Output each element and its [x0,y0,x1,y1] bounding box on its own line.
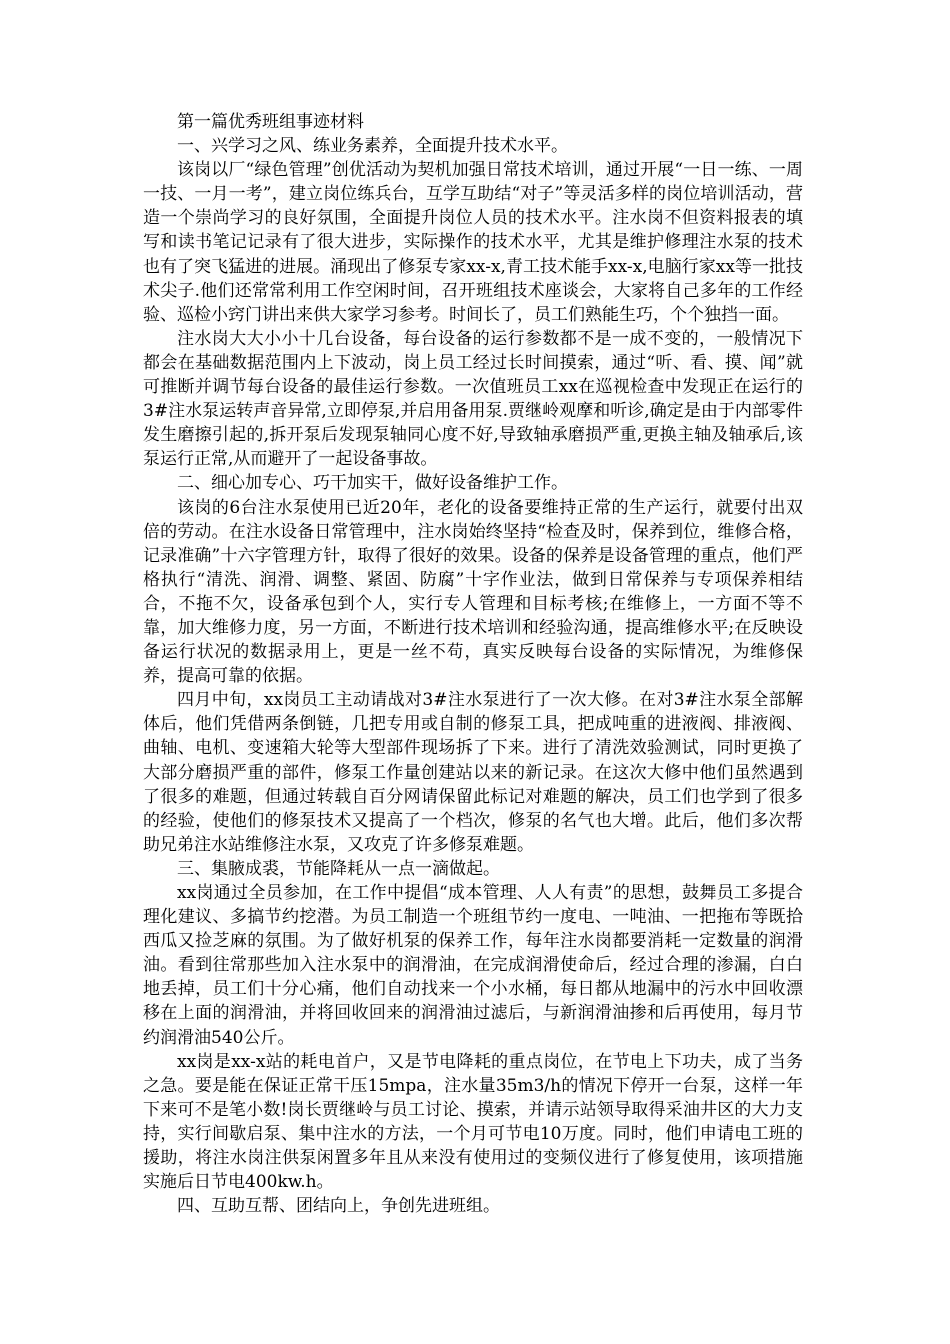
document-title: 第一篇优秀班组事迹材料 [177,112,364,132]
section-heading-3: 三、集腋成裘，节能降耗从一点一滴做起。 [177,858,500,879]
body-paragraph: 该岗的6台注水泵使用已近20年，老化的设备要维持正常的生产运行，就要付出双倍的劳动。在注水设备日常管理中，注水岗始终坚持“检查及时，保养到位，维修合格，记录准确”十六字管理方针，取得了很好的效果。设备的保养是设备管理的重点，他们严格执行“清洗、润滑、调整、紧固、防腐”十字作业法，做到日常保养与专项保养相结合，不拖不欠，设备承包到个人，实行专人管理和目标考核;在维修上，一方面不等不靠，加大维修力度，另一方面，不断进行技术培训和经验沟通，提高维修水平;在反映设备运行状况的数据录用上，更是一丝不苟，真实反映每台设备的实际情况，为维修保养，提高可靠的依据。 [143,497,803,687]
body-paragraph: 注水岗大大小小十几台设备，每台设备的运行参数都不是一成不变的，一般情况下都会在基础数据范围内上下波动，岗上员工经过长时间摸索，通过“听、看、摸、闻”就可推断并调节每台设备的最佳运行参数。一次值班员工xx在巡视检查中发现正在运行的3#注水泵运转声音异常,立即停泵,并启用备用泵.贾继岭观摩和听诊,确定是由于内部零件发生磨擦引起的,拆开泵后发现泵轴同心度不好,导致轴承磨损严重,更换主轴及轴承后,该泵运行正常,从而避开了一起设备事故。 [143,328,803,470]
document-body [143,110,803,1218]
body-paragraph: xx岗通过全员参加，在工作中提倡“成本管理、人人有责”的思想，鼓舞员工多提合理化建议、多搞节约挖潜。为员工制造一个班组节约一度电、一吨油、一把拖布等既拾西瓜又捡芝麻的氛围。为了做好机泵的保养工作，每年注水岗都要消耗一定数量的润滑油。看到往常那些加入注水泵中的润滑油，在完成润滑使命后，经过合理的渗漏，白白地丢掉，员工们十分心痛，他们自动找来一个小水桶，每日都从地漏中的污水中回收漂移在上面的润滑油，并将回收回来的润滑油过滤后，与新润滑油掺和后再使用，每月节约润滑油540公斤。 [143,883,803,1048]
body-paragraph: 该岗以厂“绿色管理”创优活动为契机加强日常技术培训，通过开展“一日一练、一周一技、一月一考”，建立岗位练兵台，互学互助结“对子”等灵活多样的岗位培训活动，营造一个崇尚学习的良好氛围，全面提升岗位人员的技术水平。注水岗不但资料报表的填写和读书笔记记录有了很大进步，实际操作的技术水平，尤其是维护修理注水泵的技术也有了突飞猛进的进展。涌现出了修泵专家xx-x,青工技术能手xx-x,电脑行家xx等一批技术尖子.他们还常常利用工作空闲时间，召开班组技术座谈会，大家将自己多年的工作经验、巡检小窍门讲出来供大家学习参考。时间长了，员工们熟能生巧，个个独挡一面。 [143,160,803,325]
body-paragraph: 四月中旬，xx岗员工主动请战对3#注水泵进行了一次大修。在对3#注水泵全部解体后，他们凭借两条倒链，几把专用或自制的修泵工具，把成吨重的进液阀、排液阀、曲轴、电机、变速箱大轮等大型部件现场拆了下来。进行了清洗效验测试，同时更换了大部分磨损严重的部件，修泵工作量创建站以来的新记录。在这次大修中他们虽然遇到了很多的难题，但通过转载自百分网请保留此标记对难题的解决，员工们也学到了很多的经验，使他们的修泵技术又提高了一个档次，修泵的名气也大增。此后，他们多次帮助兄弟注水站维修注水泵，又攻克了许多修泵难题。 [143,690,803,855]
section-heading-2: 二、细心加专心、巧干加实干，做好设备维护工作。 [177,473,568,494]
body-paragraph: xx岗是xx-x站的耗电首户，又是节电降耗的重点岗位，在节电上下功夫，成了当务之急。要是能在保证正常干压15mpa，注水量35m3/h的情况下停开一台泵，这样一年下来可不是笔小数!岗长贾继岭与员工讨论、摸索，并请示站领导取得采油井区的大力支持，实行间歇启泵、集中注水的方法，一个月可节电10万度。同时，他们申请电工班的援助，将注水岗注供泵闲置多年且从来没有使用过的变频仪进行了修复使用，该项措施实施后日节电400kw.h。 [143,1051,803,1193]
section-heading-4: 四、互助互帮、团结向上，争创先进班组。 [177,1196,500,1217]
section-heading-1: 一、兴学习之风、练业务素养，全面提升技术水平。 [177,136,568,157]
